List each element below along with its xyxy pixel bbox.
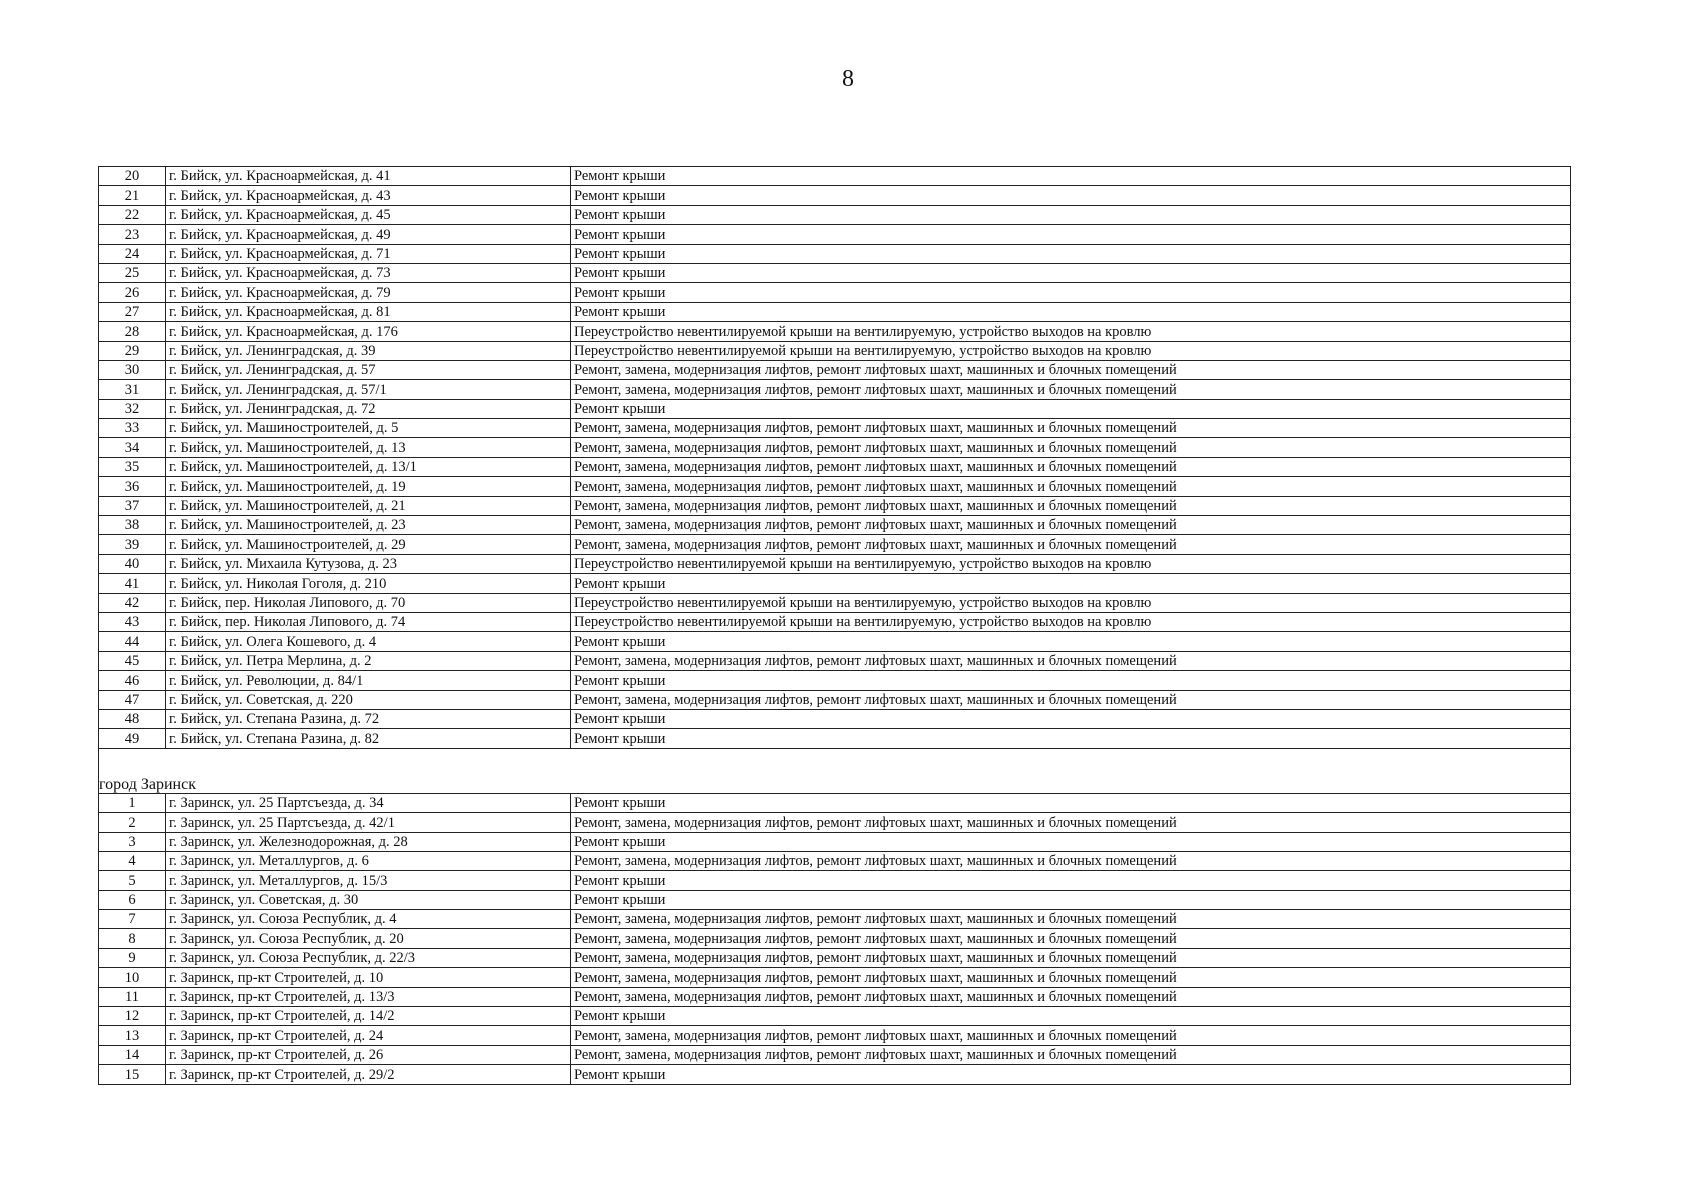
table-row (99, 729, 1571, 748)
row-number: 25 (99, 263, 166, 282)
work-type-cell: Ремонт крыши (571, 671, 1571, 690)
work-type-cell: Ремонт крыши (571, 167, 1571, 186)
table-row (99, 1026, 1571, 1045)
table-row (99, 322, 1571, 341)
work-type-cell: Ремонт, замена, модернизация лифтов, ремонт лифтовых шахт, машинных и блочных помещений (571, 929, 1571, 948)
row-number: 48 (99, 709, 166, 728)
table-row (99, 496, 1571, 515)
table-row (99, 632, 1571, 651)
address-cell: г. Бийск, пер. Николая Липового, д. 70 (166, 593, 571, 612)
table-row (99, 968, 1571, 987)
table-row (99, 1045, 1571, 1064)
address-cell: г. Заринск, ул. Союза Республик, д. 4 (166, 910, 571, 929)
work-type-cell: Ремонт, замена, модернизация лифтов, ремонт лифтовых шахт, машинных и блочных помещений (571, 851, 1571, 870)
row-number: 23 (99, 225, 166, 244)
row-number: 31 (99, 380, 166, 399)
table-row (99, 929, 1571, 948)
table-row (99, 793, 1571, 812)
work-type-cell: Ремонт крыши (571, 1007, 1571, 1026)
row-number: 43 (99, 612, 166, 631)
table-row (99, 167, 1571, 186)
address-cell: г. Бийск, ул. Красноармейская, д. 176 (166, 322, 571, 341)
work-type-cell: Ремонт, замена, модернизация лифтов, ремонт лифтовых шахт, машинных и блочных помещений (571, 380, 1571, 399)
address-cell: г. Заринск, пр-кт Строителей, д. 26 (166, 1045, 571, 1064)
table-row (99, 910, 1571, 929)
row-number: 12 (99, 1007, 166, 1026)
row-number: 4 (99, 851, 166, 870)
work-type-cell: Ремонт, замена, модернизация лифтов, ремонт лифтовых шахт, машинных и блочных помещений (571, 690, 1571, 709)
work-type-cell: Ремонт, замена, модернизация лифтов, ремонт лифтовых шахт, машинных и блочных помещений (571, 968, 1571, 987)
address-cell: г. Заринск, ул. Металлургов, д. 15/3 (166, 871, 571, 890)
row-number: 2 (99, 813, 166, 832)
row-number: 3 (99, 832, 166, 851)
row-number: 22 (99, 205, 166, 224)
work-type-cell: Ремонт крыши (571, 871, 1571, 890)
row-number: 37 (99, 496, 166, 515)
row-number: 44 (99, 632, 166, 651)
work-type-cell: Переустройство невентилируемой крыши на вентилируемую, устройство выходов на кровлю (571, 322, 1571, 341)
row-number: 21 (99, 186, 166, 205)
work-type-cell: Ремонт, замена, модернизация лифтов, ремонт лифтовых шахт, машинных и блочных помещений (571, 948, 1571, 967)
address-cell: г. Бийск, ул. Революции, д. 84/1 (166, 671, 571, 690)
row-number: 35 (99, 457, 166, 476)
address-cell: г. Бийск, ул. Красноармейская, д. 79 (166, 283, 571, 302)
table-row (99, 186, 1571, 205)
row-number: 7 (99, 910, 166, 929)
table-row (99, 593, 1571, 612)
address-cell: г. Бийск, ул. Машиностроителей, д. 13/1 (166, 457, 571, 476)
address-cell: г. Заринск, пр-кт Строителей, д. 13/3 (166, 987, 571, 1006)
work-type-cell: Ремонт крыши (571, 283, 1571, 302)
table-row (99, 302, 1571, 321)
table-row (99, 574, 1571, 593)
address-cell: г. Бийск, ул. Михаила Кутузова, д. 23 (166, 554, 571, 573)
work-type-cell: Ремонт, замена, модернизация лифтов, ремонт лифтовых шахт, машинных и блочных помещений (571, 516, 1571, 535)
work-type-cell: Ремонт, замена, модернизация лифтов, ремонт лифтовых шахт, машинных и блочных помещений (571, 1026, 1571, 1045)
work-type-cell: Ремонт крыши (571, 574, 1571, 593)
work-type-cell: Ремонт, замена, модернизация лифтов, ремонт лифтовых шахт, машинных и блочных помещений (571, 910, 1571, 929)
row-number: 45 (99, 651, 166, 670)
work-type-cell: Ремонт, замена, модернизация лифтов, ремонт лифтовых шахт, машинных и блочных помещений (571, 496, 1571, 515)
row-number: 9 (99, 948, 166, 967)
table-row (99, 948, 1571, 967)
address-cell: г. Бийск, ул. Ленинградская, д. 72 (166, 399, 571, 418)
address-cell: г. Бийск, ул. Степана Разина, д. 82 (166, 729, 571, 748)
work-type-cell: Переустройство невентилируемой крыши на вентилируемую, устройство выходов на кровлю (571, 554, 1571, 573)
work-type-cell: Ремонт крыши (571, 399, 1571, 418)
register-body (99, 167, 1571, 1085)
work-type-cell: Ремонт, замена, модернизация лифтов, ремонт лифтовых шахт, машинных и блочных помещений (571, 535, 1571, 554)
table-row (99, 987, 1571, 1006)
address-cell: г. Бийск, ул. Машиностроителей, д. 23 (166, 516, 571, 535)
work-type-cell: Ремонт крыши (571, 225, 1571, 244)
work-type-cell: Ремонт крыши (571, 793, 1571, 812)
page-number: 8 (842, 66, 854, 92)
work-type-cell: Ремонт, замена, модернизация лифтов, ремонт лифтовых шахт, машинных и блочных помещений (571, 987, 1571, 1006)
address-cell: г. Бийск, ул. Советская, д. 220 (166, 690, 571, 709)
address-cell: г. Заринск, пр-кт Строителей, д. 24 (166, 1026, 571, 1045)
table-row (99, 871, 1571, 890)
table-row (99, 341, 1571, 360)
address-cell: г. Бийск, ул. Степана Разина, д. 72 (166, 709, 571, 728)
address-cell: г. Бийск, пер. Николая Липового, д. 74 (166, 612, 571, 631)
work-type-cell: Переустройство невентилируемой крыши на вентилируемую, устройство выходов на кровлю (571, 341, 1571, 360)
row-number: 46 (99, 671, 166, 690)
work-type-cell: Ремонт крыши (571, 205, 1571, 224)
address-cell: г. Бийск, ул. Красноармейская, д. 81 (166, 302, 571, 321)
table-row (99, 244, 1571, 263)
address-cell: г. Бийск, ул. Красноармейская, д. 41 (166, 167, 571, 186)
address-cell: г. Бийск, ул. Красноармейская, д. 45 (166, 205, 571, 224)
row-number: 30 (99, 360, 166, 379)
table-row (99, 832, 1571, 851)
table-row (99, 263, 1571, 282)
repair-register-table (98, 166, 1571, 1085)
address-cell: г. Бийск, ул. Машиностроителей, д. 29 (166, 535, 571, 554)
work-type-cell: Ремонт, замена, модернизация лифтов, ремонт лифтовых шахт, машинных и блочных помещений (571, 813, 1571, 832)
work-type-cell: Ремонт крыши (571, 263, 1571, 282)
address-cell: г. Бийск, ул. Машиностроителей, д. 13 (166, 438, 571, 457)
table-row (99, 651, 1571, 670)
row-number: 6 (99, 890, 166, 909)
address-cell: г. Заринск, ул. 25 Партсъезда, д. 34 (166, 793, 571, 812)
address-cell: г. Бийск, ул. Красноармейская, д. 73 (166, 263, 571, 282)
address-cell: г. Заринск, ул. Железнодорожная, д. 28 (166, 832, 571, 851)
table-row (99, 438, 1571, 457)
row-number: 38 (99, 516, 166, 535)
address-cell: г. Бийск, ул. Ленинградская, д. 57/1 (166, 380, 571, 399)
work-type-cell: Ремонт, замена, модернизация лифтов, ремонт лифтовых шахт, машинных и блочных помещений (571, 477, 1571, 496)
row-number: 40 (99, 554, 166, 573)
table-row (99, 380, 1571, 399)
address-cell: г. Бийск, ул. Петра Мерлина, д. 2 (166, 651, 571, 670)
work-type-cell: Ремонт, замена, модернизация лифтов, ремонт лифтовых шахт, машинных и блочных помещений (571, 419, 1571, 438)
work-type-cell: Ремонт крыши (571, 1065, 1571, 1084)
table-row (99, 554, 1571, 573)
row-number: 42 (99, 593, 166, 612)
row-number: 34 (99, 438, 166, 457)
work-type-cell: Переустройство невентилируемой крыши на вентилируемую, устройство выходов на кровлю (571, 612, 1571, 631)
row-number: 33 (99, 419, 166, 438)
row-number: 10 (99, 968, 166, 987)
address-cell: г. Бийск, ул. Ленинградская, д. 39 (166, 341, 571, 360)
work-type-cell: Ремонт, замена, модернизация лифтов, ремонт лифтовых шахт, машинных и блочных помещений (571, 651, 1571, 670)
work-type-cell: Ремонт, замена, модернизация лифтов, ремонт лифтовых шахт, машинных и блочных помещений (571, 360, 1571, 379)
work-type-cell: Ремонт крыши (571, 729, 1571, 748)
row-number: 11 (99, 987, 166, 1006)
table-row (99, 477, 1571, 496)
table-row (99, 1065, 1571, 1084)
table-row (99, 709, 1571, 728)
work-type-cell: Ремонт крыши (571, 186, 1571, 205)
work-type-cell: Ремонт, замена, модернизация лифтов, ремонт лифтовых шахт, машинных и блочных помещений (571, 457, 1571, 476)
address-cell: г. Заринск, ул. 25 Партсъезда, д. 42/1 (166, 813, 571, 832)
row-number: 28 (99, 322, 166, 341)
address-cell: г. Заринск, ул. Союза Республик, д. 20 (166, 929, 571, 948)
row-number: 32 (99, 399, 166, 418)
table-row (99, 851, 1571, 870)
address-cell: г. Бийск, ул. Машиностроителей, д. 5 (166, 419, 571, 438)
section-title: город Заринск (99, 748, 1571, 793)
table-row (99, 283, 1571, 302)
row-number: 27 (99, 302, 166, 321)
address-cell: г. Бийск, ул. Машиностроителей, д. 21 (166, 496, 571, 515)
work-type-cell: Ремонт крыши (571, 244, 1571, 263)
address-cell: г. Заринск, пр-кт Строителей, д. 14/2 (166, 1007, 571, 1026)
row-number: 41 (99, 574, 166, 593)
table-row (99, 1007, 1571, 1026)
work-type-cell: Ремонт крыши (571, 832, 1571, 851)
address-cell: г. Бийск, ул. Олега Кошевого, д. 4 (166, 632, 571, 651)
row-number: 1 (99, 793, 166, 812)
work-type-cell: Ремонт крыши (571, 709, 1571, 728)
work-type-cell: Ремонт, замена, модернизация лифтов, ремонт лифтовых шахт, машинных и блочных помещений (571, 438, 1571, 457)
section-header-row (99, 748, 1571, 793)
work-type-cell: Ремонт крыши (571, 890, 1571, 909)
table-row (99, 205, 1571, 224)
row-number: 29 (99, 341, 166, 360)
address-cell: г. Бийск, ул. Машиностроителей, д. 19 (166, 477, 571, 496)
row-number: 26 (99, 283, 166, 302)
row-number: 39 (99, 535, 166, 554)
table-row (99, 457, 1571, 476)
work-type-cell: Ремонт крыши (571, 302, 1571, 321)
address-cell: г. Заринск, ул. Советская, д. 30 (166, 890, 571, 909)
table-row (99, 360, 1571, 379)
address-cell: г. Заринск, ул. Металлургов, д. 6 (166, 851, 571, 870)
table-row (99, 612, 1571, 631)
address-cell: г. Бийск, ул. Красноармейская, д. 49 (166, 225, 571, 244)
address-cell: г. Бийск, ул. Красноармейская, д. 43 (166, 186, 571, 205)
address-cell: г. Заринск, пр-кт Строителей, д. 29/2 (166, 1065, 571, 1084)
work-type-cell: Ремонт, замена, модернизация лифтов, ремонт лифтовых шахт, машинных и блочных помещений (571, 1045, 1571, 1064)
row-number: 49 (99, 729, 166, 748)
row-number: 47 (99, 690, 166, 709)
address-cell: г. Бийск, ул. Николая Гоголя, д. 210 (166, 574, 571, 593)
work-type-cell: Переустройство невентилируемой крыши на вентилируемую, устройство выходов на кровлю (571, 593, 1571, 612)
table-row (99, 419, 1571, 438)
table-row (99, 399, 1571, 418)
table-row (99, 690, 1571, 709)
table-row (99, 225, 1571, 244)
address-cell: г. Бийск, ул. Ленинградская, д. 57 (166, 360, 571, 379)
row-number: 14 (99, 1045, 166, 1064)
row-number: 24 (99, 244, 166, 263)
row-number: 5 (99, 871, 166, 890)
table-row (99, 813, 1571, 832)
table-row (99, 535, 1571, 554)
row-number: 20 (99, 167, 166, 186)
work-type-cell: Ремонт крыши (571, 632, 1571, 651)
address-cell: г. Заринск, ул. Союза Республик, д. 22/3 (166, 948, 571, 967)
table-row (99, 671, 1571, 690)
row-number: 36 (99, 477, 166, 496)
row-number: 8 (99, 929, 166, 948)
address-cell: г. Заринск, пр-кт Строителей, д. 10 (166, 968, 571, 987)
row-number: 15 (99, 1065, 166, 1084)
address-cell: г. Бийск, ул. Красноармейская, д. 71 (166, 244, 571, 263)
table-row (99, 516, 1571, 535)
table-row (99, 890, 1571, 909)
row-number: 13 (99, 1026, 166, 1045)
